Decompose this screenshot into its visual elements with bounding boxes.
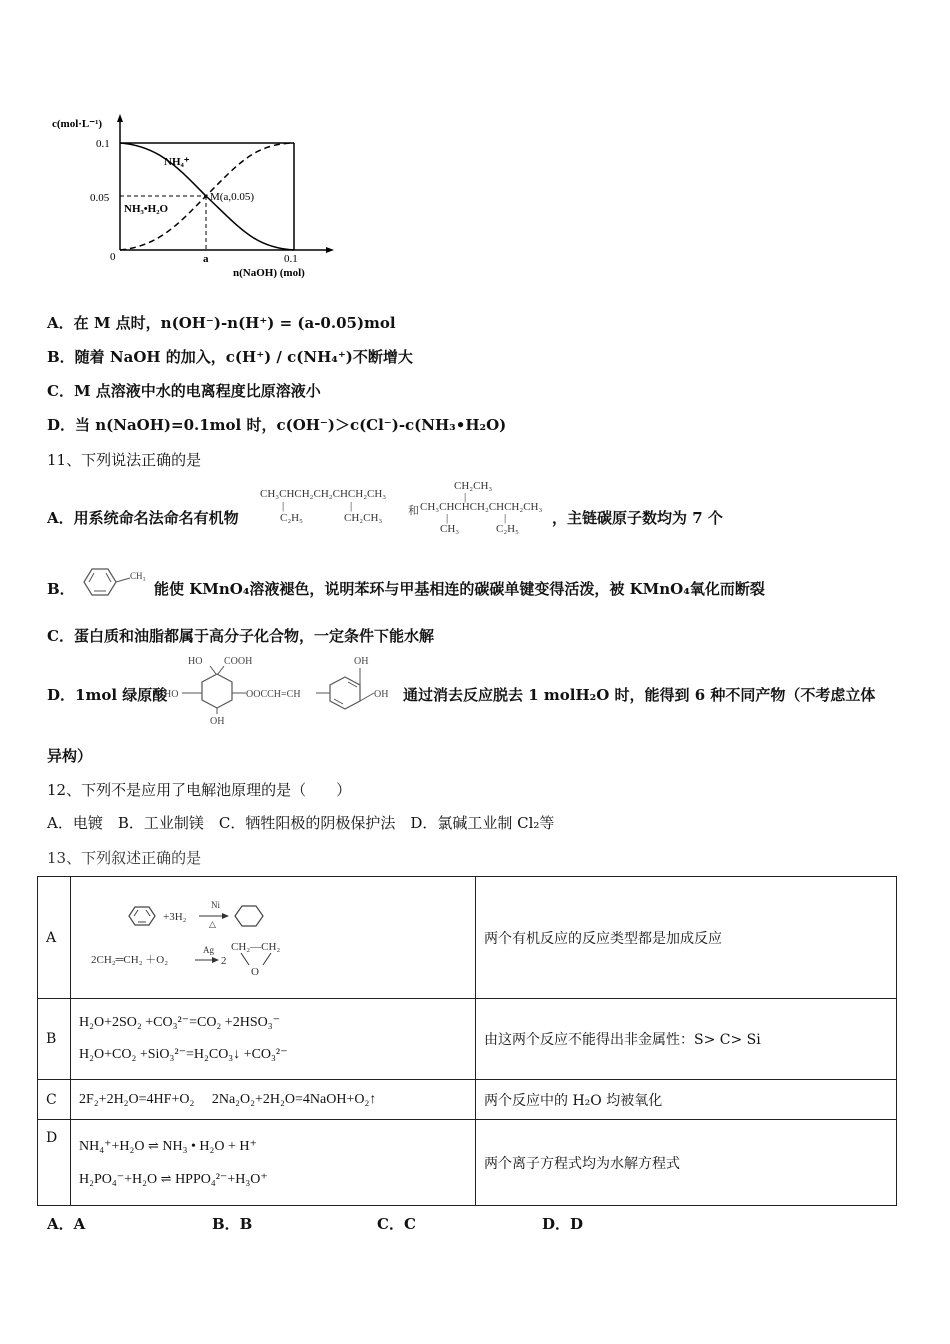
row-d-description: 两个离子方程式均为水解方程式 <box>476 1120 897 1206</box>
q11-a-struct2: CH₂CH₃ | CH₃CHCHCH₂CHCH₂CH₃ | | CH₃ C₂H₅ <box>420 480 543 535</box>
row-b-description: 由这两个反应不能得出非金属性：S> C> Si <box>476 999 897 1080</box>
q13-table <box>37 876 897 1206</box>
row-label: B <box>38 999 71 1080</box>
svg-text:Ag: Ag <box>203 944 214 955</box>
svg-text:O: O <box>251 965 259 978</box>
q11-option-a-prefix: A．用系统命名法命名有机物 <box>47 509 239 527</box>
row-b-equations: H₂O+2SO₂ +CO₃²⁻=CO₂ +2HSO₃⁻ H₂O+CO₂ +SiO₃²⁻=H₂CO₃↓ +CO₃²⁻ <box>71 999 476 1080</box>
svg-text:HO: HO <box>188 656 203 667</box>
row-c-description: 两个反应中的 H₂O 均被氧化 <box>476 1080 897 1120</box>
y-axis-arrow <box>117 114 123 122</box>
q13-stem: 13、下列叙述正确的是 <box>47 849 202 867</box>
q11-option-a-suffix: ，主链碳原子数均为 7 个 <box>552 509 723 527</box>
graph-xlabel: n(NaOH) (mol) <box>233 267 305 279</box>
q10-option-d: D．当 n(NaOH)=0.1mol 时，c(OH⁻)＞c(Cl⁻)-c(NH₃•H₂O) <box>47 416 507 434</box>
q12-options: A．电镀 B．工业制镁 C．牺牲阳极的阴极保护法 D．氯碱工业制 Cl₂等 <box>47 814 555 832</box>
chlorogenic-acid-structure <box>162 652 404 727</box>
table-row <box>38 1120 897 1206</box>
row-label: D <box>38 1120 71 1206</box>
q11-stem: 11、下列说法正确的是 <box>47 451 202 469</box>
graph-origin: 0 <box>110 251 116 263</box>
table-row <box>38 877 897 999</box>
svg-text:2CH₂═CH₂ ＋O₂: 2CH₂═CH₂ ＋O₂ <box>91 953 169 966</box>
svg-text:△: △ <box>209 919 216 930</box>
svg-text:OOCCH=CH: OOCCH=CH <box>246 689 301 700</box>
graph-ylabel: c(mol·L⁻¹) <box>52 118 103 130</box>
q11-option-b-text: 能使 KMnO₄溶液褪色，说明苯环与甲基相连的碳碳单键变得活泼，被 KMnO₄氧化而断裂 <box>154 580 765 598</box>
graph-xtick-end: 0.1 <box>284 253 298 265</box>
graph-ytick-mid: 0.05 <box>90 192 110 204</box>
q11-option-d-text: 通过消去反应脱去 1 molH₂O 时，能得到 6 种不同产物（不考虑立体 <box>403 686 876 704</box>
svg-text:OH: OH <box>374 689 389 700</box>
table-row <box>38 1080 897 1120</box>
svg-text:Ni: Ni <box>211 899 220 910</box>
q13-answer-a: A．A <box>47 1215 86 1233</box>
row-d-equations: NH₄⁺+H₂O ⇌ NH₃ • H₂O + H⁺ H₂PO₄⁻+H₂O ⇌ HPPO₄²⁻+H₃O⁺ <box>71 1120 476 1206</box>
q10-option-b: B．随着 NaOH 的加入，c(H⁺) / c(NH₄⁺)不断增大 <box>47 348 413 366</box>
q13-answer-c: C．C <box>377 1215 416 1233</box>
svg-text:COOH: COOH <box>224 656 253 667</box>
x-axis-arrow <box>326 247 334 253</box>
q10-option-a: A．在 M 点时，n(OH⁻)-n(H⁺) = (a-0.05)mol <box>47 314 396 332</box>
concentration-graph <box>40 110 350 290</box>
nh3-label: NH₃•H₂O <box>124 203 169 215</box>
q11-option-d-prefix: D．1mol 绿原酸 <box>47 686 168 704</box>
m-point-label: M(a,0.05) <box>210 191 254 203</box>
row-label: A <box>38 877 71 999</box>
row-a-description: 两个有机反应的反应类型都是加成反应 <box>476 877 897 999</box>
svg-text:OH: OH <box>354 656 369 667</box>
svg-text:CH₂—CH₂: CH₂—CH₂ <box>231 940 281 953</box>
toluene-structure <box>74 562 154 602</box>
q11-a-and: 和 <box>408 505 419 517</box>
q11-option-b-prefix: B． <box>47 580 75 598</box>
svg-text:HO: HO <box>164 689 179 700</box>
q11-a-struct1: CH₃CHCH₂CH₂CHCH₂CH₃ | | C₂H₅ CH₂CH₃ <box>260 488 387 524</box>
q11-option-d-continuation: 异构） <box>47 747 93 765</box>
row-c-equations: 2F₂+2H₂O=4HF+O₂ 2Na₂O₂+2H₂O=4NaOH+O₂↑ <box>71 1080 476 1120</box>
row-a-reactions <box>79 881 459 991</box>
q10-option-c: C．M 点溶液中水的电离程度比原溶液小 <box>47 382 321 400</box>
q11-option-c: C．蛋白质和油脂都属于高分子化合物，一定条件下能水解 <box>47 627 434 645</box>
svg-text:OH: OH <box>210 716 225 727</box>
q13-answer-d: D．D <box>542 1215 584 1233</box>
graph-ytick-top: 0.1 <box>96 138 110 150</box>
nh4-curve <box>120 143 294 250</box>
row-label: C <box>38 1080 71 1120</box>
q12-stem: 12、下列不是应用了电解池原理的是（ ） <box>47 781 352 799</box>
table-row <box>38 999 897 1080</box>
svg-text:2: 2 <box>221 954 227 967</box>
svg-text:+3H₂: +3H₂ <box>163 910 187 923</box>
graph-xtick-a: a <box>203 253 209 265</box>
nh4-label: NH₄⁺ <box>164 156 190 168</box>
toluene-ch3: CH₃ <box>130 571 146 581</box>
q13-answer-b: B．B <box>212 1215 253 1233</box>
row-a-equations <box>71 877 476 999</box>
